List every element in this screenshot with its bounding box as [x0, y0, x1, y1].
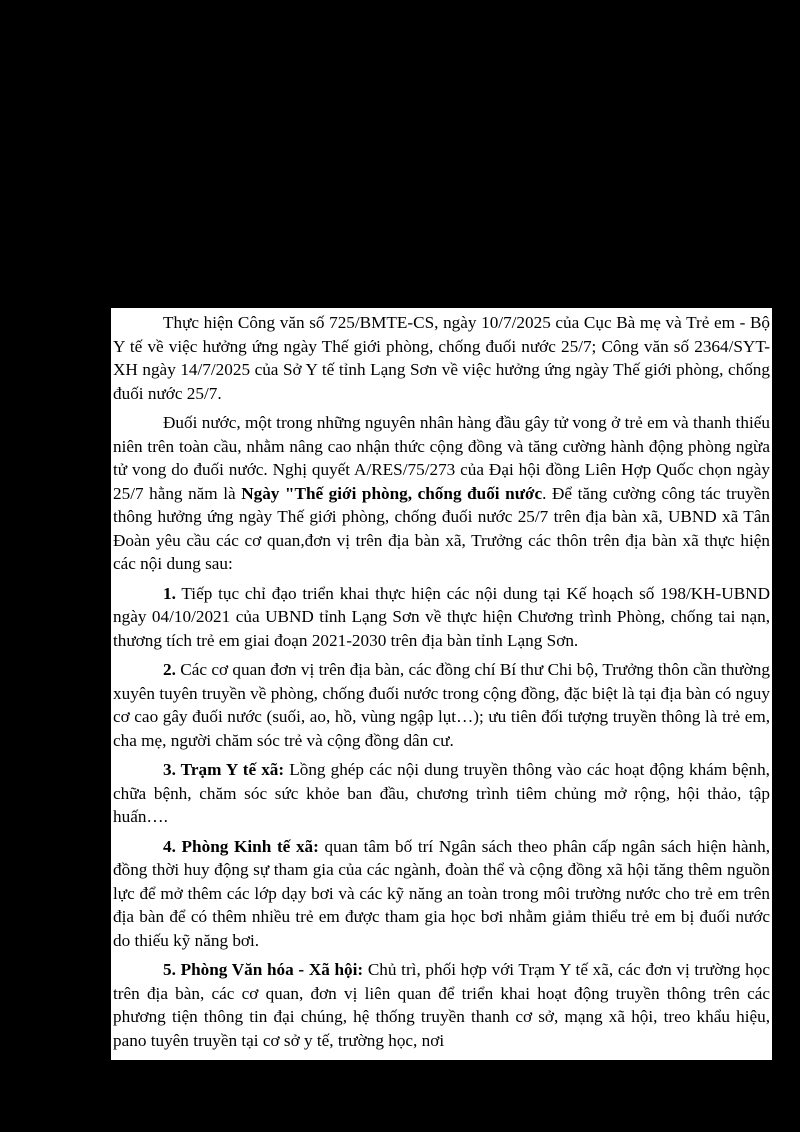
item-1-text: Tiếp tục chỉ đạo triển khai thực hiện các nội dung tại Kế hoạch số 198/KH-UBND ngày 04/10/2021 của UBND tỉnh Lạng Sơn về thực hiện Chương trình Phòng, chống tai nạn, thương tích trẻ em giai đoạn 2021-2030 trên địa bàn tỉnh Lạng Sơn. — [113, 583, 770, 650]
item-2-text: Các cơ quan đơn vị trên địa bàn, các đồng chí Bí thư Chi bộ, Trưởng thôn cần thường xuyên tuyên truyền về phòng, chống đuối nước trong cộng đồng, đặc biệt là tại địa bàn có nguy cơ cao gây đuối nước (suối, ao, hồ, vùng ngập lụt…); ưu tiên đối tượng truyền thông là trẻ em, cha mẹ, người chăm sóc trẻ và cộng đồng dân cư. — [113, 660, 770, 750]
paragraph-intro-text: Thực hiện Công văn số 725/BMTE-CS, ngày 10/7/2025 của Cục Bà mẹ và Trẻ em - Bộ Y tế về việc hưởng ứng ngày Thế giới phòng, chống đuối nước 25/7; Công văn số 2364/SYT-XH ngày 14/7/2025 của Sở Y tế tỉnh Lạng Sơn về việc hưởng ứng ngày Thế giới phòng, chống đuối nước 25/7. — [113, 313, 770, 403]
item-3-heading: 3. Trạm Y tế xã: — [163, 760, 285, 779]
item-4-heading: 4. Phòng Kinh tế xã: — [163, 836, 319, 856]
paragraph-item-4 — [113, 835, 770, 953]
paragraph-item-3 — [113, 758, 770, 829]
item-2-number: 2. — [163, 660, 176, 679]
paragraph-context-text-after: . Để tăng cường công tác truyền thông hưởng ứng ngày Thế giới phòng, chống đuối nước 25/7 trên địa bàn xã, UBND xã Tân Đoàn yêu cầu các cơ quan,đơn vị trên địa bàn xã, Trưởng các thôn trên địa bàn xã thực hiện các nội dung sau: — [113, 483, 770, 573]
item-1-number: 1. — [163, 583, 176, 603]
paragraph-item-5 — [113, 958, 770, 1052]
paragraph-context-text-before: Đuối nước, một trong những nguyên nhân hàng đầu gây tử vong ở trẻ em và thanh thiếu niên trên toàn cầu, nhằm nâng cao nhận thức cộng đồng và tăng cường hành động phòng ngừa tử vong do đuối nước. Nghị quyết A/RES/75/273 của Đại hội đồng Liên Hợp Quốc chọn ngày 25/7 hằng năm là — [113, 413, 770, 503]
item-3-text: Lồng ghép các nội dung truyền thông vào các hoạt động khám bệnh, chữa bệnh, chăm sóc sức khỏe ban đầu, chương trình tiêm chủng mở rộng, hội thảo, tập huấn…. — [113, 760, 770, 826]
item-5-heading: 5. Phòng Văn hóa - Xã hội: — [163, 960, 364, 979]
paragraph-context-bold: Ngày "Thế giới phòng, chống đuối nước — [241, 483, 543, 503]
document-page — [111, 308, 772, 1060]
paragraph-item-2 — [113, 658, 770, 752]
item-5-text: Chủ trì, phối hợp với Trạm Y tế xã, các đơn vị trường học trên địa bàn, các cơ quan, đơn vị liên quan để triển khai hoạt động truyền thông trên các phương tiện thông tin đại chúng, hệ thống truyền thanh cơ sở, mạng xã hội, treo khẩu hiệu, pano tuyên truyền tại cơ sở y tế, trường học, nơi — [113, 960, 770, 1050]
paragraph-item-1 — [113, 582, 770, 653]
item-4-text: quan tâm bố trí Ngân sách theo phân cấp ngân sách hiện hành, đồng thời huy động sự tham gia của các ngành, đoàn thể và cộng đồng xã hội tăng thêm nguồn lực để mở thêm các lớp dạy bơi và các kỹ năng an toàn trong môi trường nước cho trẻ em trên địa bàn để có thêm nhiều trẻ em được tham gia học bơi nhằm giảm thiểu trẻ em bị đuối nước do thiếu kỹ năng bơi. — [113, 836, 770, 950]
paragraph-intro — [113, 311, 770, 405]
paragraph-drowning-context — [113, 411, 770, 576]
